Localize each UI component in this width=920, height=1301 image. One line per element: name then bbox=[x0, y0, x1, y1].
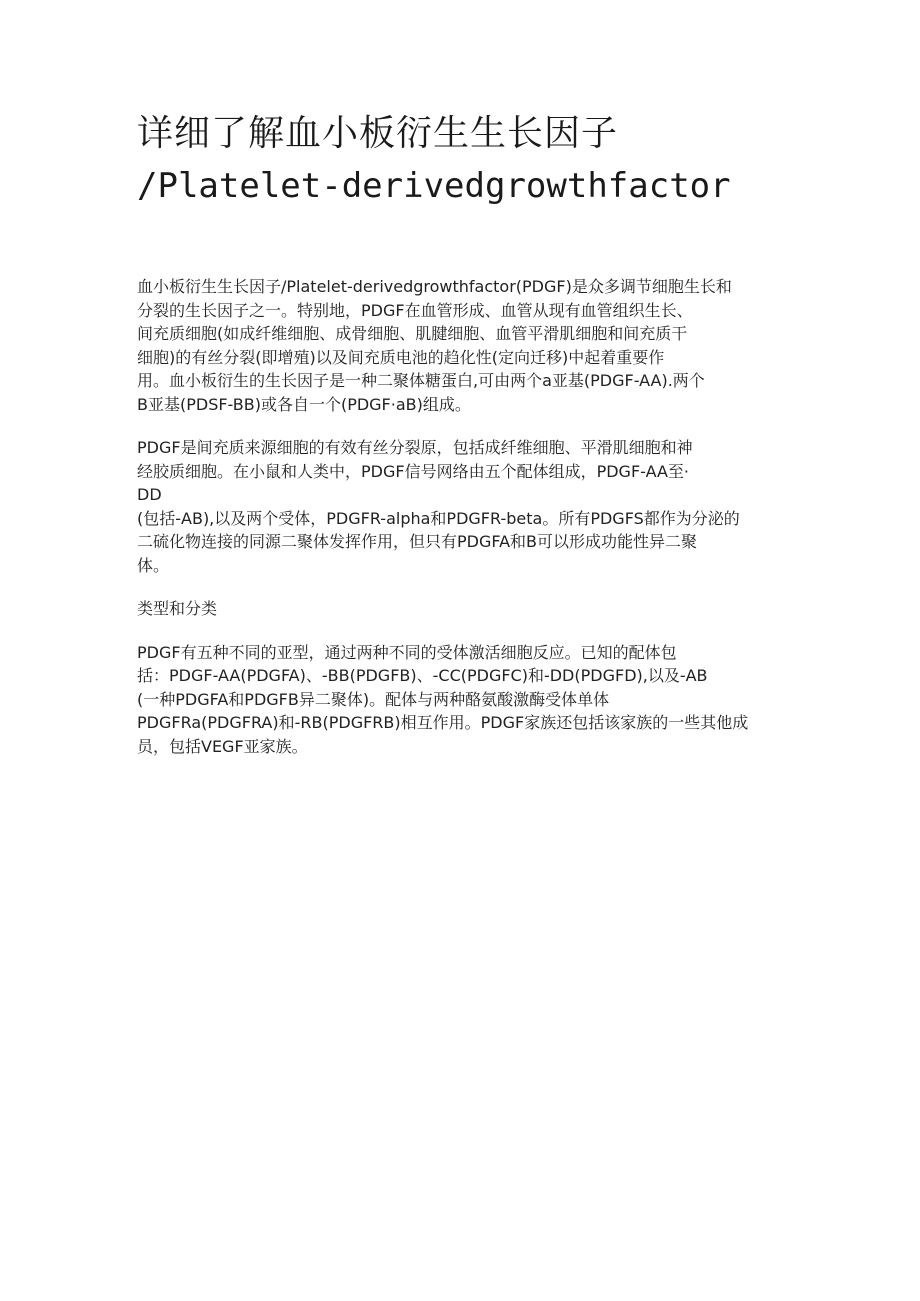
section-heading-types: 类型和分类 bbox=[137, 599, 218, 618]
paragraph-line: 分裂的生长因子之一。特别地，PDGF在血管形成、血管从现有血管组织生长、 bbox=[137, 300, 693, 320]
paragraph-line: 血小板衍生生长因子/Platelet-derivedgrowthfactor(PDGF)是众多调节细胞生长和 bbox=[137, 277, 732, 296]
paragraph-line: 二硫化物连接的同源二聚体发挥作用，但只有PDGFA和B可以形成功能性异二聚 bbox=[137, 532, 698, 551]
paragraph-line: 括：PDGF-AA(PDGFA)、-BB(PDGFB)、-CC(PDGFC)和-DD(PDGFD),以及-AB bbox=[137, 666, 708, 685]
document-title bbox=[137, 108, 837, 212]
paragraph-line: PDGFRa(PDGFRA)和-RB(PDGFRB)相互作用。PDGF家族还包括该家族的一些其他成 bbox=[137, 713, 749, 732]
paragraph-line: 体。 bbox=[137, 555, 170, 575]
paragraph-line: 用。血小板衍生的生长因子是一种二聚体糖蛋白,可由两个a亚基(PDGF-AA).两个 bbox=[137, 371, 705, 390]
paragraph-line: DD bbox=[137, 485, 162, 504]
title-line-english: /Platelet-derivedgrowthfactor bbox=[137, 166, 731, 206]
paragraph-line: (一种PDGFA和PDGFB异二聚体)。配体与两种酪氨酸激酶受体单体 bbox=[137, 689, 610, 709]
paragraph-line: 细胞)的有丝分裂(即增殖)以及间充质电池的趋化性(定向迁移)中起着重要作 bbox=[137, 347, 665, 367]
paragraph-line: 间充质细胞(如成纤维细胞、成骨细胞、肌腱细胞、血管平滑肌细胞和间充质干 bbox=[137, 324, 688, 343]
paragraph-line: B亚基(PDSF-BB)或各自一个(PDGF·aB)组成。 bbox=[137, 394, 471, 414]
title-line-chinese: 详细了解血小板衍生生长因子 bbox=[137, 113, 619, 154]
document-body bbox=[137, 275, 785, 778]
paragraph-line: 经胶质细胞。在小鼠和人类中，PDGF信号网络由五个配体组成，PDGF-AA至· bbox=[137, 461, 689, 481]
paragraph-line: (包括-AB),以及两个受体，PDGFR-alpha和PDGFR-beta。所有PDGFS都作为分泌的 bbox=[137, 508, 740, 528]
paragraph-line: PDGF是间充质来源细胞的有效有丝分裂原，包括成纤维细胞、平滑肌细胞和神 bbox=[137, 438, 693, 457]
paragraph-line: PDGF有五种不同的亚型，通过两种不同的受体激活细胞反应。已知的配体包 bbox=[137, 642, 677, 662]
paragraph-line: 员，包括VEGF亚家族。 bbox=[137, 736, 308, 756]
paragraph-intro bbox=[137, 275, 785, 416]
paragraph-isoforms bbox=[137, 641, 785, 759]
paragraph-mitogen bbox=[137, 436, 785, 577]
